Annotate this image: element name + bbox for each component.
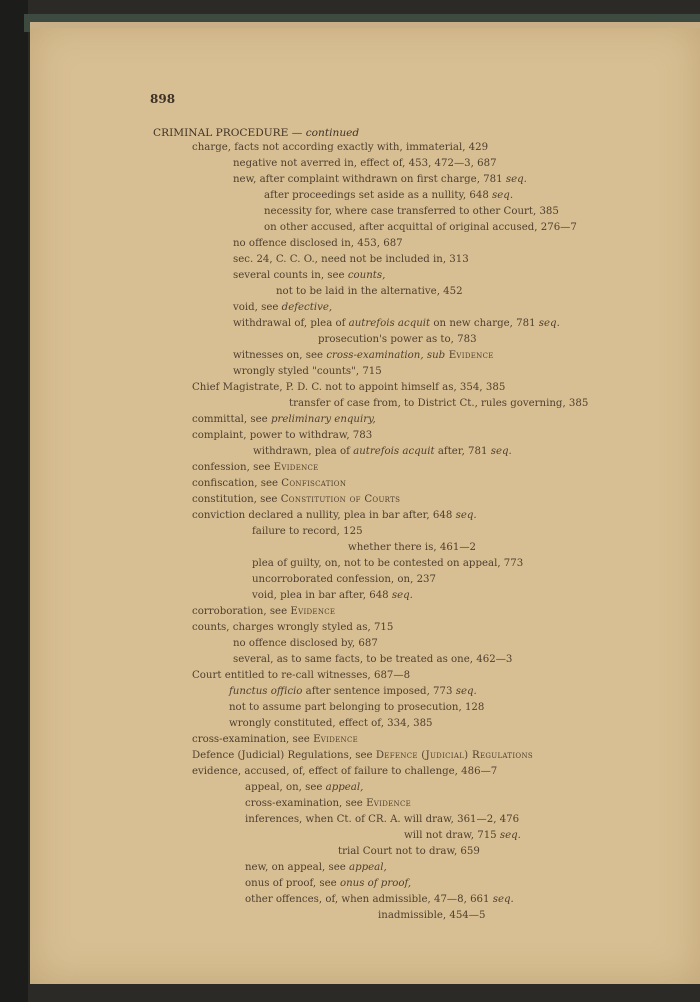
index-text: Defence (Judicial) Regulations <box>375 750 533 761</box>
index-line <box>264 189 513 203</box>
index-line <box>192 749 533 763</box>
index-text: Defence (Judicial) Regulations, see <box>192 750 376 761</box>
index-text: trial Court not to draw, 659 <box>338 846 480 857</box>
index-line <box>192 765 497 779</box>
index-text: seq. <box>538 318 560 329</box>
index-line <box>404 829 521 843</box>
index-line <box>378 909 485 923</box>
index-text: charge, facts not according exactly with, immaterial, 429 <box>192 142 489 153</box>
index-line <box>229 685 477 699</box>
index-line <box>252 557 523 571</box>
index-text: void, plea in bar after, 648 <box>252 590 392 601</box>
index-line <box>245 813 519 827</box>
index-text: appeal, on, see <box>245 782 326 793</box>
index-text: seq. <box>505 174 527 185</box>
index-line <box>192 733 358 747</box>
index-text: wrongly styled "counts", 715 <box>233 366 382 377</box>
index-line <box>252 573 436 587</box>
index-text: necessity for, where case transferred to other Court, 385 <box>264 206 559 217</box>
index-text: appeal, <box>349 862 387 873</box>
index-text: counts, charges wrongly styled as, 715 <box>192 622 394 633</box>
index-text: no offence disclosed by, 687 <box>233 638 378 649</box>
book-spine <box>0 0 28 1002</box>
index-text: after proceedings set aside as a nullity, 648 <box>264 190 493 201</box>
index-text: cross-examination, see <box>192 734 314 745</box>
index-text: Evidence <box>313 734 359 745</box>
index-text: counts, <box>347 270 386 281</box>
index-line <box>338 845 480 859</box>
index-text: cross-examination, sub <box>326 350 446 361</box>
index-line <box>229 717 433 731</box>
index-text: committal, see <box>192 414 271 425</box>
index-line <box>233 637 378 651</box>
page-top-edge <box>30 22 700 28</box>
index-text: Constitution of Courts <box>280 494 401 505</box>
index-line <box>233 253 469 267</box>
index-text: prosecution's power as to, 783 <box>318 334 477 345</box>
index-line <box>192 493 400 507</box>
index-line <box>289 397 588 411</box>
index-text: corroboration, see <box>192 606 291 617</box>
index-line <box>192 605 335 619</box>
index-text: autrefois acquit <box>348 318 431 329</box>
index-heading <box>153 126 359 140</box>
index-text: Evidence <box>273 462 319 473</box>
index-line <box>245 781 363 795</box>
index-line <box>192 461 319 475</box>
index-text: seq. <box>391 590 413 601</box>
index-text: after, 781 <box>434 446 491 457</box>
index-text: withdrawn, plea of <box>253 446 354 457</box>
index-text: seq. <box>499 830 521 841</box>
index-line <box>192 477 346 491</box>
index-line <box>233 317 560 331</box>
index-text: plea of guilty, on, not to be contested on appeal, 773 <box>252 558 524 569</box>
index-line <box>192 141 488 155</box>
index-line <box>245 797 411 811</box>
index-text: on new charge, 781 <box>430 318 539 329</box>
index-text: defective, <box>281 302 333 313</box>
index-line <box>229 701 484 715</box>
index-text: evidence, accused, of, effect of failure to challenge, 486—7 <box>192 766 498 777</box>
index-text: withdrawal of, plea of <box>233 318 349 329</box>
index-line <box>192 509 477 523</box>
page-number: 898 <box>150 92 176 106</box>
index-text: not to be laid in the alternative, 452 <box>276 286 463 297</box>
index-text: uncorroborated confession, on, 237 <box>252 574 437 585</box>
index-line <box>233 237 403 251</box>
index-text: void, see <box>233 302 282 313</box>
index-text: sec. 24, C. C. O., need not be included in, 313 <box>233 254 469 265</box>
index-line <box>192 413 376 427</box>
index-line <box>233 157 497 171</box>
index-text: complaint, power to withdraw, 783 <box>192 430 373 441</box>
index-line <box>192 429 372 443</box>
index-text: Court entitled to re-call witnesses, 687—8 <box>192 670 411 681</box>
index-line <box>252 589 413 603</box>
index-line <box>318 333 477 347</box>
index-text: cross-examination, see <box>245 798 367 809</box>
index-line <box>252 525 363 539</box>
index-text: continued <box>305 127 360 139</box>
index-text: CRIMINAL PROCEDURE — <box>153 127 306 139</box>
index-line <box>264 205 559 219</box>
index-line <box>192 669 410 683</box>
index-line <box>348 541 476 555</box>
index-line <box>192 621 393 635</box>
index-text: seq. <box>492 894 514 905</box>
index-line <box>276 285 463 299</box>
index-line <box>233 301 332 315</box>
index-text: appeal, <box>325 782 364 793</box>
index-text: functus officio <box>229 686 303 697</box>
index-text: wrongly constituted, effect of, 334, 385 <box>229 718 433 729</box>
index-text: inferences, when Ct. of CR. A. will draw, 361—2, 476 <box>245 814 520 825</box>
index-text: will not draw, 715 <box>404 830 500 841</box>
index-text: Evidence <box>445 350 494 361</box>
index-text: conviction declared a nullity, plea in bar after, 648 <box>192 510 456 521</box>
index-line <box>233 365 382 379</box>
index-text: Evidence <box>290 606 336 617</box>
index-text: new, after complaint withdrawn on first charge, 781 <box>233 174 506 185</box>
index-text: confession, see <box>192 462 274 473</box>
index-line <box>233 173 527 187</box>
index-text: failure to record, 125 <box>252 526 363 537</box>
index-text: witnesses on, see <box>233 350 327 361</box>
index-line <box>245 861 387 875</box>
index-text: seq. <box>455 686 477 697</box>
index-text: preliminary enquiry, <box>270 414 376 425</box>
index-line <box>233 653 512 667</box>
index-line <box>264 221 577 235</box>
index-line <box>245 893 514 907</box>
index-text: several, as to same facts, to be treated as one, 462—3 <box>233 654 513 665</box>
index-text: Confiscation <box>281 478 347 489</box>
index-text: several counts in, see <box>233 270 348 281</box>
index-line <box>192 381 505 395</box>
index-line <box>233 349 494 363</box>
index-text: seq. <box>455 510 477 521</box>
index-text: constitution, see <box>192 494 281 505</box>
index-text: confiscation, see <box>192 478 282 489</box>
index-line <box>233 269 385 283</box>
index-text: no offence disclosed in, 453, 687 <box>233 238 403 249</box>
index-text: after sentence imposed, 773 <box>302 686 456 697</box>
index-text: inadmissible, 454—5 <box>378 910 486 921</box>
index-text: not to assume part belonging to prosecution, 128 <box>229 702 485 713</box>
index-line <box>245 877 411 891</box>
index-text: negative not averred in, effect of, 453, 472—3, 687 <box>233 158 497 169</box>
index-text: whether there is, 461—2 <box>348 542 477 553</box>
index-text: other offences, of, when admissible, 47—8, 661 <box>245 894 493 905</box>
index-text: on other accused, after acquittal of original accused, 276—7 <box>264 222 577 233</box>
index-text: onus of proof, <box>339 878 412 889</box>
index-text: new, on appeal, see <box>245 862 349 873</box>
index-text: seq. <box>490 446 512 457</box>
index-text: seq. <box>492 190 514 201</box>
index-text: transfer of case from, to District Ct., rules governing, 385 <box>289 398 589 409</box>
index-text: Chief Magistrate, P. D. C. not to appoint himself as, 354, 385 <box>192 382 506 393</box>
index-line <box>253 445 512 459</box>
index-text: onus of proof, see <box>245 878 340 889</box>
index-text: Evidence <box>366 798 412 809</box>
index-text: autrefois acquit <box>353 446 435 457</box>
